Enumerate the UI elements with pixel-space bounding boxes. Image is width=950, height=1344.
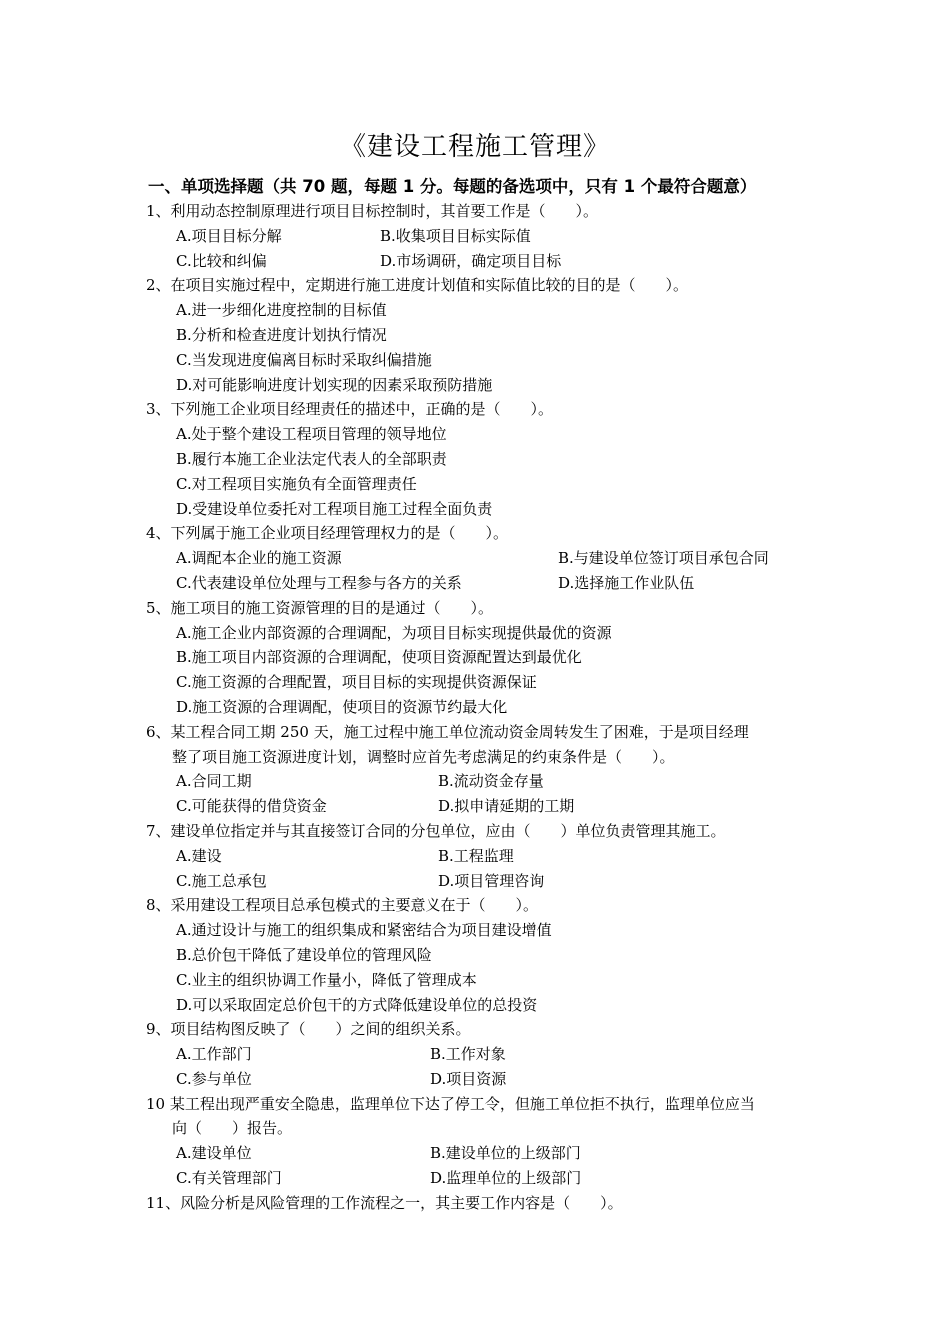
answer-option: D.拟申请延期的工期 bbox=[438, 797, 575, 816]
question-stem: 3、下列施工企业项目经理责任的描述中，正确的是（ ）。 bbox=[146, 400, 554, 419]
question-item bbox=[146, 893, 822, 1017]
answer-option: B.与建设单位签订项目承包合同 bbox=[558, 549, 769, 568]
answer-option: C.代表建设单位处理与工程参与各方的关系 bbox=[176, 573, 462, 592]
option-row bbox=[146, 571, 822, 596]
option-row bbox=[146, 670, 822, 695]
answer-option: D.项目资源 bbox=[430, 1069, 507, 1088]
answer-option: A.通过设计与施工的组织集成和紧密结合为项目建设增值 bbox=[176, 921, 552, 940]
question-stem: 9、项目结构图反映了（ ）之间的组织关系。 bbox=[146, 1020, 471, 1039]
answer-option: B.工程监理 bbox=[438, 846, 514, 865]
option-row bbox=[146, 869, 822, 894]
answer-option: A.工作部门 bbox=[176, 1045, 252, 1064]
answer-option: C.参与单位 bbox=[176, 1069, 252, 1088]
question-stem: 7、建设单位指定并与其直接签订合同的分包单位，应由（ ）单位负责管理其施工。 bbox=[146, 821, 726, 840]
document-title: 《建设工程施工管理》 bbox=[339, 132, 610, 162]
answer-option: A.项目目标分解 bbox=[176, 226, 282, 245]
answer-option: A.调配本企业的施工资源 bbox=[176, 549, 342, 568]
question-stem: 5、施工项目的施工资源管理的目的是通过（ ）。 bbox=[146, 598, 494, 617]
option-row bbox=[146, 224, 822, 249]
answer-option: C.有关管理部门 bbox=[176, 1169, 282, 1188]
question-item bbox=[146, 397, 822, 521]
question-item bbox=[146, 521, 822, 595]
option-row bbox=[146, 472, 822, 497]
answer-option: D.选择施工作业队伍 bbox=[558, 573, 695, 592]
question-item bbox=[146, 1092, 822, 1191]
answer-option: B.建设单位的上级部门 bbox=[430, 1144, 581, 1163]
option-row bbox=[146, 348, 822, 373]
option-row bbox=[146, 993, 822, 1018]
answer-option: D.施工资源的合理调配，使项目的资源节约最大化 bbox=[176, 697, 508, 716]
answer-option: D.项目管理咨询 bbox=[438, 871, 545, 890]
answer-option: C.对工程项目实施负有全面管理责任 bbox=[176, 474, 417, 493]
answer-option: A.处于整个建设工程项目管理的领导地位 bbox=[176, 425, 447, 444]
option-row bbox=[146, 1042, 822, 1067]
answer-option: B.工作对象 bbox=[430, 1045, 506, 1064]
answer-option: C.业主的组织协调工作量小，降低了管理成本 bbox=[176, 970, 477, 989]
question-stem: 6、某工程合同工期 250 天，施工过程中施工单位流动资金周转发生了困难，于是项目经理 bbox=[146, 722, 749, 741]
option-row bbox=[146, 1141, 822, 1166]
option-row bbox=[146, 621, 822, 646]
answer-option: B.分析和检查进度计划执行情况 bbox=[176, 325, 387, 344]
answer-option: C.比较和纠偏 bbox=[176, 251, 267, 270]
question-item bbox=[146, 596, 822, 720]
question-stem: 2、在项目实施过程中，定期进行施工进度计划值和实际值比较的目的是（ ）。 bbox=[146, 276, 689, 295]
answer-option: C.当发现进度偏离目标时采取纠偏措施 bbox=[176, 350, 432, 369]
option-row bbox=[146, 844, 822, 869]
answer-option: B.总价包干降低了建设单位的管理风险 bbox=[176, 945, 432, 964]
option-row bbox=[146, 794, 822, 819]
answer-option: C.施工资源的合理配置，项目目标的实现提供资源保证 bbox=[176, 673, 537, 692]
answer-option: B.流动资金存量 bbox=[438, 772, 544, 791]
section-heading: 一、单项选择题（共 70 题，每题 1 分。每题的备选项中，只有 1 个最符合题意） bbox=[148, 177, 757, 196]
question-item bbox=[146, 273, 822, 397]
option-row bbox=[146, 695, 822, 720]
question-stem-continued: 整了项目施工资源进度计划，调整时应首先考虑满足的约束条件是（ ）。 bbox=[172, 747, 675, 766]
question-stem-continued: 向（ ）报告。 bbox=[172, 1119, 293, 1138]
option-row bbox=[146, 323, 822, 348]
question-item bbox=[146, 1017, 822, 1091]
question-stem: 4、下列属于施工企业项目经理管理权力的是（ ）。 bbox=[146, 524, 509, 543]
answer-option: A.施工企业内部资源的合理调配，为项目目标实现提供最优的资源 bbox=[176, 623, 612, 642]
question-stem: 11、风险分析是风险管理的工作流程之一，其主要工作内容是（ ）。 bbox=[146, 1193, 623, 1212]
answer-option: A.合同工期 bbox=[176, 772, 252, 791]
option-row bbox=[146, 1166, 822, 1191]
option-row bbox=[146, 769, 822, 794]
answer-option: C.可能获得的借贷资金 bbox=[176, 797, 327, 816]
answer-option: A.建设单位 bbox=[176, 1144, 252, 1163]
answer-option: B.收集项目目标实际值 bbox=[380, 226, 531, 245]
answer-option: D.监理单位的上级部门 bbox=[430, 1169, 582, 1188]
option-row bbox=[146, 918, 822, 943]
answer-option: D.受建设单位委托对工程项目施工过程全面负责 bbox=[176, 499, 493, 518]
answer-option: D.市场调研，确定项目目标 bbox=[380, 251, 562, 270]
question-stem: 8、采用建设工程项目总承包模式的主要意义在于（ ）。 bbox=[146, 896, 539, 915]
answer-option: B.履行本施工企业法定代表人的全部职责 bbox=[176, 449, 447, 468]
option-row bbox=[146, 645, 822, 670]
option-row bbox=[146, 968, 822, 993]
answer-option: A.建设 bbox=[176, 846, 222, 865]
option-row bbox=[146, 249, 822, 274]
option-row bbox=[146, 497, 822, 522]
option-row bbox=[146, 447, 822, 472]
option-row bbox=[146, 546, 822, 571]
answer-option: D.可以采取固定总价包干的方式降低建设单位的总投资 bbox=[176, 995, 538, 1014]
question-list bbox=[146, 199, 822, 1216]
answer-option: B.施工项目内部资源的合理调配，使项目资源配置达到最优化 bbox=[176, 648, 582, 667]
answer-option: C.施工总承包 bbox=[176, 871, 267, 890]
question-stem: 1、利用动态控制原理进行项目目标控制时，其首要工作是（ ）。 bbox=[146, 202, 599, 220]
question-item bbox=[146, 720, 822, 819]
option-row bbox=[146, 1067, 822, 1092]
question-item bbox=[146, 1191, 822, 1216]
option-row bbox=[146, 373, 822, 398]
option-row bbox=[146, 298, 822, 323]
answer-option: D.对可能影响进度计划实现的因素采取预防措施 bbox=[176, 375, 493, 394]
question-stem: 10 某工程出现严重安全隐患，监理单位下达了停工令，但施工单位拒不执行，监理单位应当 bbox=[146, 1094, 755, 1113]
option-row bbox=[146, 943, 822, 968]
question-item bbox=[146, 199, 822, 273]
option-row bbox=[146, 422, 822, 447]
question-item bbox=[146, 819, 822, 893]
answer-option: A.进一步细化进度控制的目标值 bbox=[176, 301, 387, 320]
